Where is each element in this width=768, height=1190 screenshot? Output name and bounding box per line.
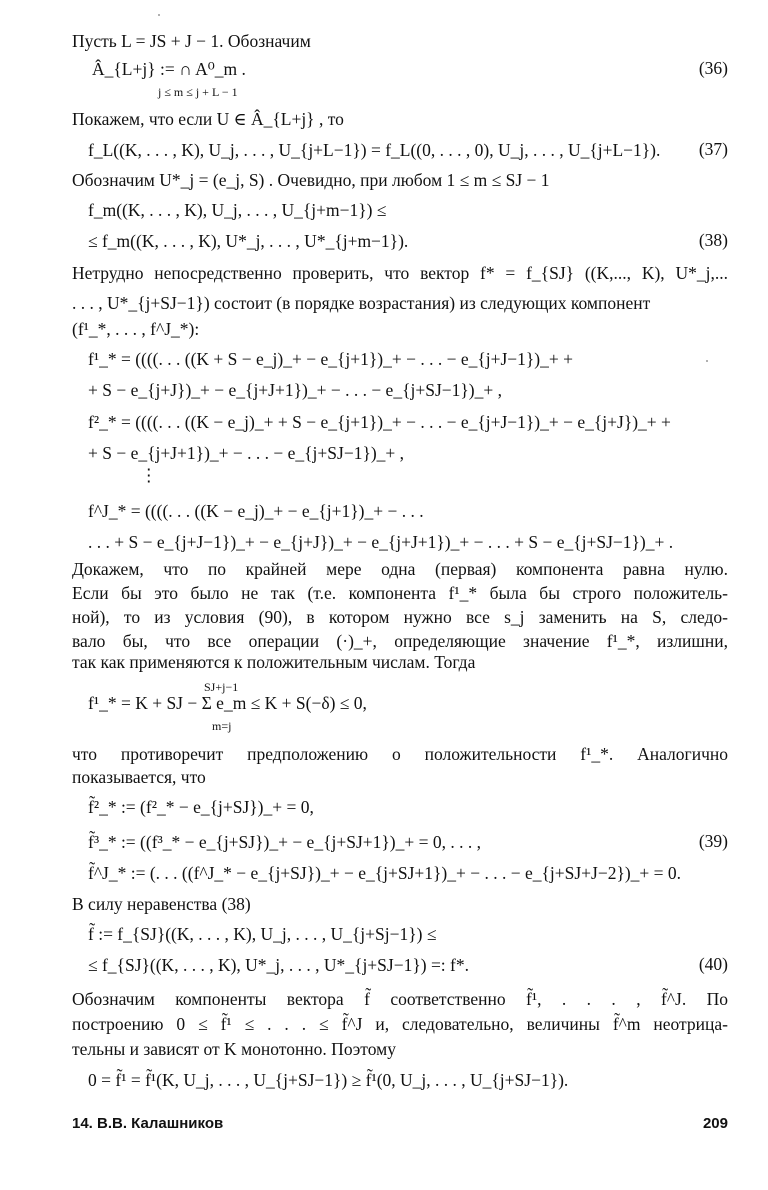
paragraph-line-l18: Докажем, что по крайней мере одна (первая) компонента равна нулю. [72, 559, 728, 579]
equation-number-e40: (40) [698, 954, 728, 974]
text-line-l5: Обозначим U*_j = (e_j, S) . Очевидно, при любом 1 ≤ m ≤ SJ − 1 [72, 170, 550, 190]
footer-signature: 14. В.В. Калашников [72, 1115, 224, 1132]
text-line-l31: ≤ f_{SJ}((K, . . . , K), U*_j, . . . , U*_{j+SJ−1}) =: f*. [88, 955, 470, 975]
text-line-l30: f̃ := f_{SJ}((K, . . . , K), U_j, . . . , U_{j+Sj−1}) ≤ [88, 924, 437, 944]
text-line-l9: . . . , U*_{j+SJ−1}) состоит (в порядке возрастания) из следующих компонент [72, 293, 651, 313]
page-number: 209 [702, 1115, 728, 1132]
text-line-l17: . . . + S − e_{j+J−1})_+ − e_{j+J})_+ − e_{j+J+1})_+ − . . . + S − e_{j+SJ−1})_+ . [88, 532, 674, 552]
text-line-l11: f¹_* = ((((. . . ((K + S − e_j)_+ − e_{j+1})_+ − . . . − e_{j+J−1})_+ + [88, 349, 573, 369]
text-line-l35: 0 = f̃¹ = f̃¹(K, U_j, . . . , U_{j+SJ−1}) ≥ f̃¹(0, U_j, . . . , U_{j+SJ−1}). [88, 1070, 569, 1090]
text-line-l25: показывается, что [72, 767, 206, 787]
text-line-l4: f_L((K, . . . , K), U_j, . . . , U_{j+L−1}) = f_L((0, . . . , 0), U_j, . . . , U_{j+L−1}). [88, 140, 661, 160]
index-label-s3: m=j [212, 719, 232, 733]
paragraph-line-l33: построению 0 ≤ f̃¹ ≤ . . . ≤ f̃^J и, следовательно, величины f̃^m неотрица- [72, 1014, 728, 1034]
text-line-l34: тельны и зависят от K монотонно. Поэтому [72, 1039, 396, 1059]
scan-speck [706, 360, 708, 362]
paragraph-line-l24: что противоречит предположению о положительности f¹_*. Аналогично [72, 744, 728, 764]
text-line-l10: (f¹_*, . . . , f^J_*): [72, 319, 200, 339]
text-line-l15: ⋮ [140, 465, 158, 485]
text-line-l6: f_m((K, . . . , K), U_j, . . . , U_{j+m−1}) ≤ [88, 200, 387, 220]
index-label-s1: j ≤ m ≤ j + L − 1 [158, 85, 238, 99]
text-line-l13: f²_* = ((((. . . ((K − e_j)_+ + S − e_{j+1})_+ − . . . − e_{j+J−1})_+ − e_{j+J})_+ + [88, 412, 671, 432]
scan-speck [158, 14, 160, 16]
paragraph-line-l20: ной), то из условия (90), в котором нужно все s_j заменить на S, следо- [72, 607, 728, 627]
paragraph-line-l8: Нетрудно непосредственно проверить, что вектор f* = f_{SJ} ((K,..., K), U*_j,... [72, 263, 728, 283]
text-line-l2: Â_{L+j} := ∩ A⁰_m . [92, 59, 246, 79]
text-line-l16: f^J_* = ((((. . . ((K − e_j)_+ − e_{j+1})_+ − . . . [88, 501, 424, 521]
text-line-l14: + S − e_{j+J+1})_+ − . . . − e_{j+SJ−1})_+ , [88, 443, 405, 463]
equation-number-e38: (38) [698, 230, 728, 250]
text-line-l23: f¹_* = K + SJ − Σ e_m ≤ K + S(−δ) ≤ 0, [88, 693, 367, 713]
text-line-l22: так как применяются к положительным числам. Тогда [72, 652, 476, 672]
text-line-l12: + S − e_{j+J})_+ − e_{j+J+1})_+ − . . . − e_{j+SJ−1})_+ , [88, 380, 502, 400]
text-line-l29: В силу неравенства (38) [72, 894, 251, 914]
text-line-l7: ≤ f_m((K, . . . , K), U*_j, . . . , U*_{j+m−1}). [88, 231, 409, 251]
paragraph-line-l19: Если бы это было не так (т.е. компонента f¹_* была бы строго положитель- [72, 583, 728, 603]
equation-number-e37: (37) [698, 139, 728, 159]
text-line-l1: Пусть L = JS + J − 1. Обозначим [72, 31, 311, 51]
index-label-s2: SJ+j−1 [204, 680, 239, 694]
text-line-l28: f̃^J_* := (. . . ((f^J_* − e_{j+SJ})_+ − e_{j+SJ+1})_+ − . . . − e_{j+SJ+J−2})_+ = 0. [88, 863, 682, 883]
text-line-l3: Покажем, что если U ∈ Â_{L+j} , то [72, 109, 344, 129]
paragraph-line-l21: вало бы, что все операции (·)_+, определяющие значение f¹_*, излишни, [72, 631, 728, 651]
text-line-l27: f̃³_* := ((f³_* − e_{j+SJ})_+ − e_{j+SJ+1})_+ = 0, . . . , [88, 832, 481, 852]
equation-number-e39: (39) [698, 831, 728, 851]
equation-number-e36: (36) [698, 58, 728, 78]
text-line-l26: f̃²_* := (f²_* − e_{j+SJ})_+ = 0, [88, 797, 314, 817]
paragraph-line-l32: Обозначим компоненты вектора f̃ соответственно f̃¹, . . . , f̃^J. По [72, 989, 728, 1009]
